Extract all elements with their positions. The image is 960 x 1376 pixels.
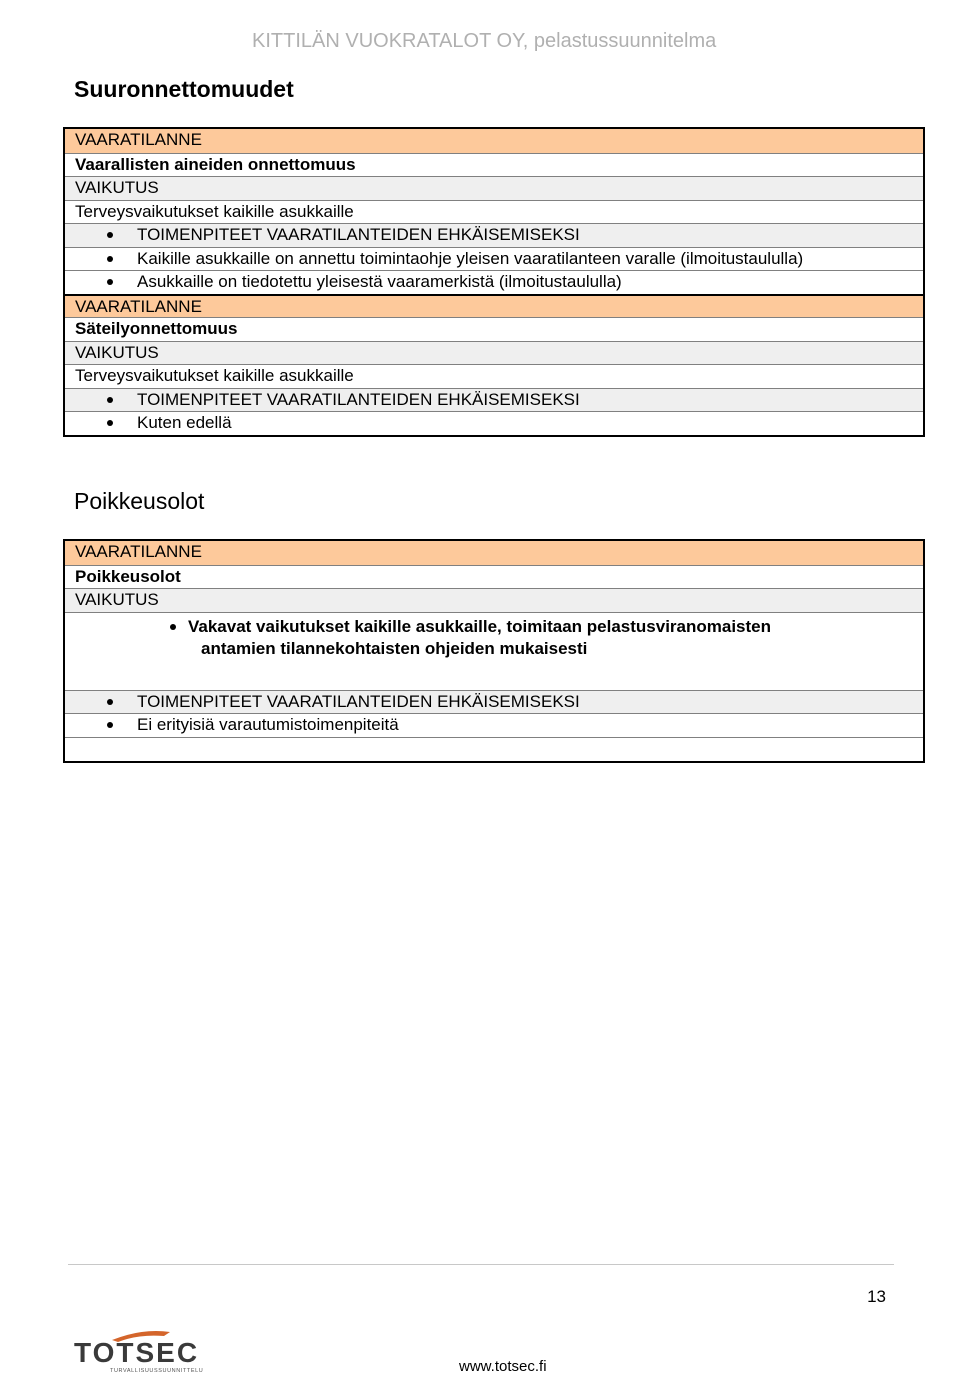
table-row: VAIKUTUS xyxy=(65,588,923,612)
table-row: Vaarallisten aineiden onnettomuus xyxy=(65,153,923,177)
table-row-text: TOIMENPITEET VAARATILANTEIDEN EHKÄISEMISEKSI xyxy=(137,225,580,244)
table-row xyxy=(65,411,923,435)
table-row: Terveysvaikutukset kaikille asukkaille xyxy=(65,364,923,388)
table-poikkeusolot xyxy=(63,539,925,763)
table-row: VAARATILANNE xyxy=(65,129,923,153)
table-row-blank xyxy=(65,737,923,761)
table-row-text: TOIMENPITEET VAARATILANTEIDEN EHKÄISEMISEKSI xyxy=(137,389,580,409)
effect-text-line2: antamien tilannekohtaisten ohjeiden mukaisesti xyxy=(201,638,588,658)
logo-wordmark: TOTSEC xyxy=(74,1337,200,1368)
section-title-suuronnettomuudet: Suuronnettomuudet xyxy=(74,76,294,102)
page-number: 13 xyxy=(867,1287,886,1306)
document-header: KITTILÄN VUOKRATALOT OY, pelastussuunnitelma xyxy=(252,30,717,52)
bullet-icon xyxy=(107,232,113,238)
effect-text-line1: Vakavat vaikutukset kaikille asukkaille, toimitaan pelastusviranomaisten xyxy=(188,616,772,636)
table-row xyxy=(65,247,923,271)
table-row: VAARATILANNE xyxy=(65,541,923,565)
table-row-text: Ei erityisiä varautumistoimenpiteitä xyxy=(137,715,399,734)
table-row: Terveysvaikutukset kaikille asukkaille xyxy=(65,200,923,224)
table-row-text: TOIMENPITEET VAARATILANTEIDEN EHKÄISEMISEKSI xyxy=(137,691,580,711)
table-suuronnettomuudet xyxy=(63,127,925,437)
logo-subtext: TURVALLISUUSSUUNNITTELU xyxy=(110,1368,204,1374)
table-row-text: Asukkaille on tiedotettu yleisestä vaaramerkistä (ilmoitustaululla) xyxy=(137,272,622,291)
table-row-effect xyxy=(65,612,923,690)
bullet-icon xyxy=(107,699,113,705)
totsec-logo xyxy=(72,1326,236,1374)
table-row xyxy=(65,223,923,247)
table-row xyxy=(65,388,923,412)
table-row: Poikkeusolot xyxy=(65,565,923,589)
bullet-icon xyxy=(107,722,113,728)
table-row-text: Kaikille asukkaille on annettu toimintaohje yleisen vaaratilanteen varalle (ilmoitustaululla) xyxy=(137,248,804,268)
table-row: VAIKUTUS xyxy=(65,176,923,200)
bullet-icon xyxy=(107,420,113,426)
bullet-icon xyxy=(107,279,113,285)
table-row: VAIKUTUS xyxy=(65,341,923,365)
table-row: VAARATILANNE xyxy=(65,294,923,318)
table-row xyxy=(65,690,923,714)
footer-divider xyxy=(68,1264,894,1265)
bullet-icon xyxy=(107,256,113,262)
website-link[interactable]: www.totsec.fi xyxy=(459,1358,547,1375)
table-row xyxy=(65,270,923,294)
table-row-text: Kuten edellä xyxy=(137,413,232,432)
bullet-icon xyxy=(170,624,176,630)
bullet-icon xyxy=(107,397,113,403)
table-row: Säteilyonnettomuus xyxy=(65,317,923,341)
section-title-poikkeusolot: Poikkeusolot xyxy=(74,488,205,514)
table-row xyxy=(65,713,923,737)
